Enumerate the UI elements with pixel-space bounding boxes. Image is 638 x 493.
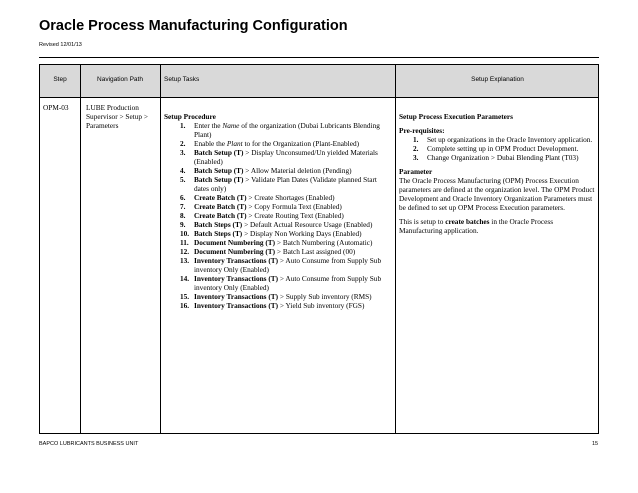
step-id: OPM-03 [43, 103, 69, 112]
page-number: 15 [592, 441, 599, 447]
procedure-step: 10. Batch Steps (T) > Display Non Working Days (Enabled) [180, 229, 362, 238]
header-divider [40, 97, 598, 98]
setup-purpose: This is setup to create batches in the Oracle Process Manufacturing application. [399, 217, 554, 235]
setup-explanation [399, 112, 596, 235]
procedure-step: 8. Create Batch (T) > Create Routing Text (Enabled) [180, 211, 344, 220]
parameter-description: The Oracle Process Manufacturing (OPM) Process Execution parameters are defined at the organization level. The OPM Product Development and Oracle Inventory Organization Parameters must be defined to set up OPM Process Execution parameters. [399, 176, 595, 212]
prerequisites-label: Pre-requisites: [399, 126, 445, 135]
navigation-path [86, 103, 158, 130]
navigation-segment: Parameters [86, 121, 119, 130]
footer-business-unit: BAPCO LUBRICANTS BUSINESS UNIT [39, 441, 139, 447]
column-divider [395, 65, 396, 433]
navigation-segment: Supervisor > Setup > [86, 112, 148, 121]
column-header-setup-explanation: Setup Explanation [471, 76, 524, 83]
column-header-navigation-path: Navigation Path [97, 76, 143, 83]
document-title: Oracle Process Manufacturing Configuration [39, 18, 348, 34]
column-divider [160, 65, 161, 433]
list-item: 2. Complete setting up in OPM Product Development. [413, 144, 579, 153]
procedure-step: 1. Enter the Name of the organization (Dubai Lubricants Blending Plant) [180, 121, 380, 139]
procedure-step: 3. Batch Setup (T) > Display Unconsumed/Un yielded Materials (Enabled) [180, 148, 378, 166]
parameter-heading: Parameter [399, 167, 433, 176]
procedure-step: 15. Inventory Transactions (T) > Supply Sub inventory (RMS) [180, 292, 372, 301]
explanation-title: Setup Process Execution Parameters [399, 112, 513, 121]
title-divider [39, 57, 599, 58]
procedure-title: Setup Procedure [164, 112, 216, 121]
procedure-step: 6. Create Batch (T) > Create Shortages (Enabled) [180, 193, 335, 202]
revision-date: Revised 12/01/13 [39, 42, 82, 48]
procedure-step: 5. Batch Setup (T) > Validate Plan Dates (Validate planned Start dates only) [180, 175, 377, 193]
procedure-step: 14. Inventory Transactions (T) > Auto Consume from Supply Sub inventory Only (Enabled) [180, 274, 382, 292]
procedure-steps [180, 121, 392, 310]
procedure-step: 2. Enable the Plant to for the Organization (Plant-Enabled) [180, 139, 360, 148]
procedure-step: 9. Batch Steps (T) > Default Actual Resource Usage (Enabled) [180, 220, 373, 229]
navigation-segment: LUBE Production [86, 103, 139, 112]
procedure-step: 16. Inventory Transactions (T) > Yield Sub inventory (FGS) [180, 301, 365, 310]
list-item: 3. Change Organization > Dubai Blending Plant (T03) [413, 153, 579, 162]
configuration-table [39, 64, 599, 434]
procedure-step: 4. Batch Setup (T) > Allow Material deletion (Pending) [180, 166, 352, 175]
procedure-step: 7. Create Batch (T) > Copy Formula Text (Enabled) [180, 202, 342, 211]
prerequisites-list [399, 135, 596, 162]
procedure-step: 13. Inventory Transactions (T) > Auto Consume from Supply Sub inventory Only (Enabled) [180, 256, 382, 274]
list-item: 1. Set up organizations in the Oracle Inventory application. [413, 135, 593, 144]
procedure-step: 12. Document Numbering (T) > Batch Last assigned (00) [180, 247, 356, 256]
column-header-setup-tasks: Setup Tasks [164, 76, 200, 83]
column-header-step: Step [53, 76, 67, 83]
column-divider [80, 65, 81, 433]
procedure-step: 11. Document Numbering (T) > Batch Numbering (Automatic) [180, 238, 373, 247]
